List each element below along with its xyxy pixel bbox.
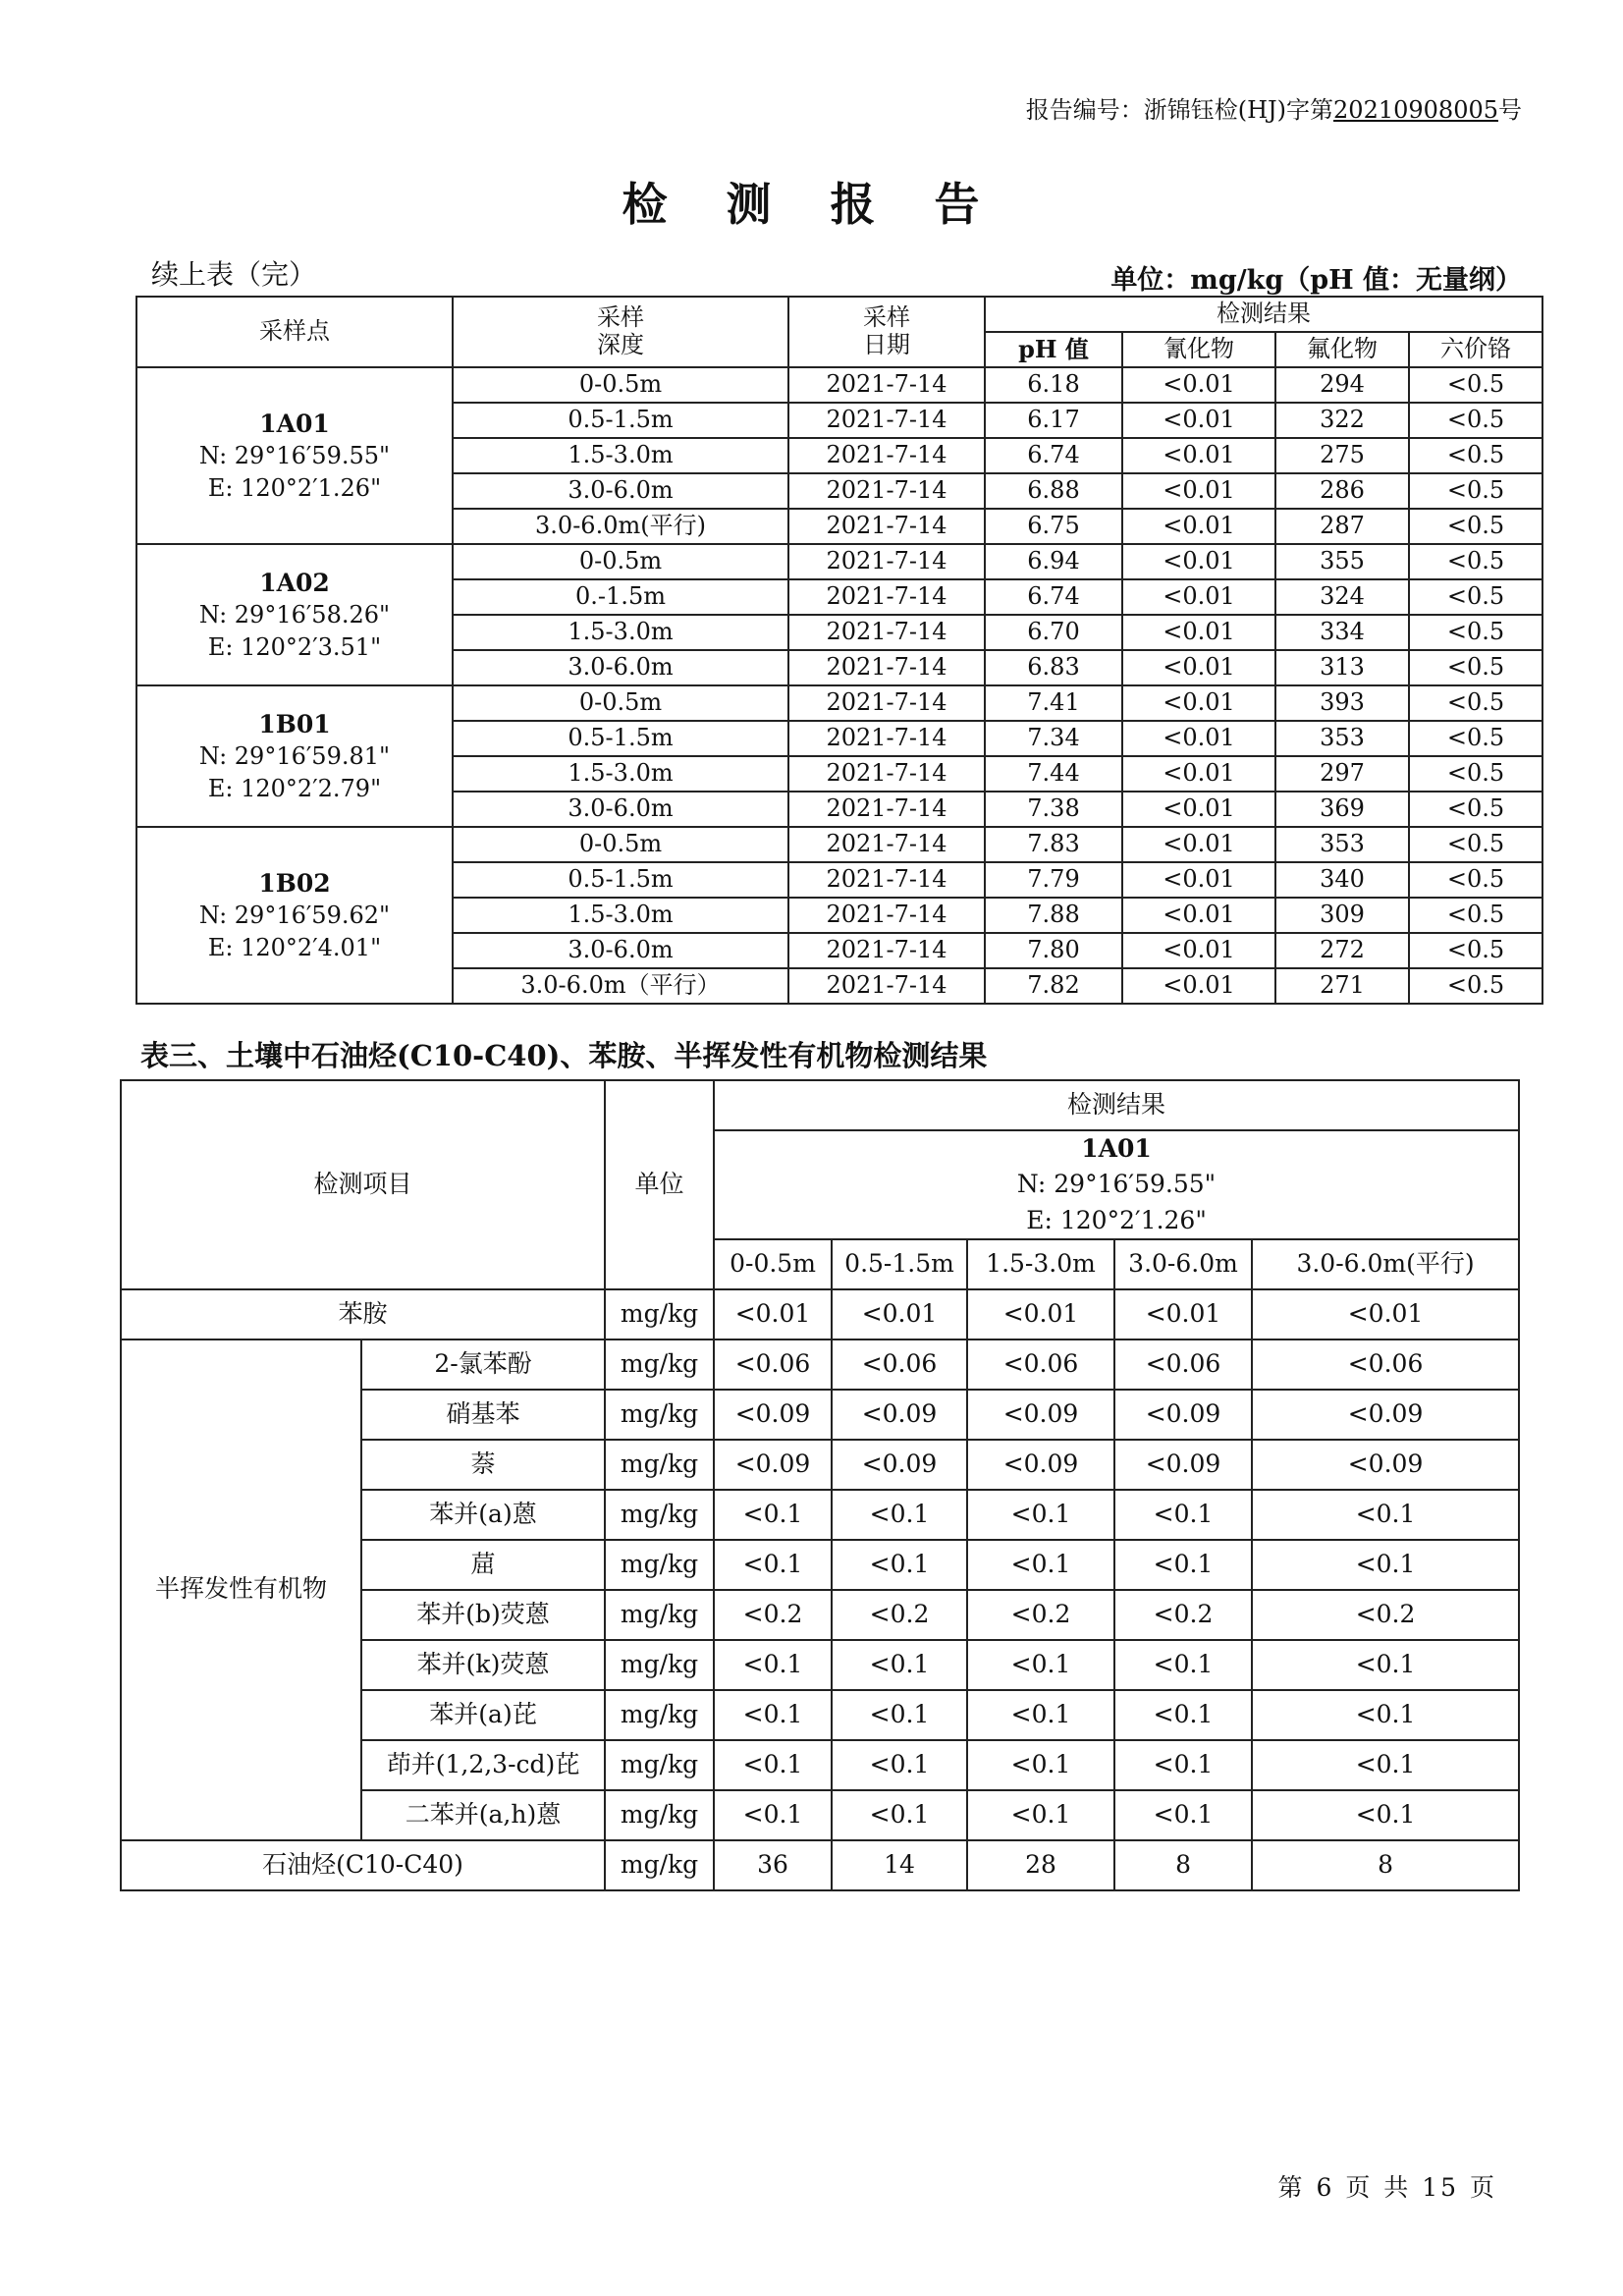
date-cell: 2021-7-14: [788, 438, 985, 473]
depth-cell: 3.0-6.0m: [453, 473, 788, 509]
value-cell: <0.2: [714, 1590, 832, 1640]
depth-cell: 0.5-1.5m: [453, 403, 788, 438]
header-depth: 3.0-6.0m: [1114, 1239, 1252, 1289]
unit-cell: mg/kg: [605, 1640, 714, 1690]
depth-cell: 3.0-6.0m: [453, 792, 788, 827]
value-cell: 36: [714, 1840, 832, 1890]
ph-cell: 7.44: [985, 756, 1122, 792]
ph-cell: 6.17: [985, 403, 1122, 438]
report-number-line: [1026, 90, 1522, 125]
value-cell: <0.1: [967, 1740, 1114, 1790]
item-name: 苯并(b)荧蒽: [361, 1590, 605, 1640]
cyanide-cell: <0.01: [1122, 650, 1275, 685]
fluoride-cell: 309: [1275, 898, 1409, 933]
fluoride-cell: 369: [1275, 792, 1409, 827]
chromium-cell: <0.5: [1409, 509, 1542, 544]
unit-cell: mg/kg: [605, 1840, 714, 1890]
depth-cell: 1.5-3.0m: [453, 898, 788, 933]
item-name: 硝基苯: [361, 1390, 605, 1440]
value-cell: <0.1: [1114, 1490, 1252, 1540]
value-cell: <0.1: [1252, 1690, 1519, 1740]
value-cell: <0.06: [1114, 1339, 1252, 1390]
depth-cell: 1.5-3.0m: [453, 615, 788, 650]
value-cell: <0.1: [714, 1740, 832, 1790]
item-name: 石油烃(C10-C40): [121, 1840, 605, 1890]
header-fluoride: 氟化物: [1275, 332, 1409, 367]
item-name: 2-氯苯酚: [361, 1339, 605, 1390]
chromium-cell: <0.5: [1409, 579, 1542, 615]
value-cell: <0.09: [1252, 1440, 1519, 1490]
sample-point-cell: [136, 827, 453, 1004]
header-depth: 0-0.5m: [714, 1239, 832, 1289]
value-cell: <0.06: [1252, 1339, 1519, 1390]
header-unit: 单位: [605, 1080, 714, 1289]
cyanide-cell: <0.01: [1122, 509, 1275, 544]
report-number: 20210908005: [1333, 96, 1498, 124]
sample-point-n: N: 29°16′59.55": [198, 442, 391, 470]
header-sample-point: 采样点: [136, 297, 453, 367]
fluoride-cell: 297: [1275, 756, 1409, 792]
depth-cell: 0.5-1.5m: [453, 862, 788, 898]
value-cell: <0.01: [714, 1289, 832, 1339]
date-cell: 2021-7-14: [788, 509, 985, 544]
table-row: [121, 1339, 1519, 1390]
depth-cell: 0-0.5m: [453, 544, 788, 579]
item-name: 茚并(1,2,3-cd)芘: [361, 1740, 605, 1790]
value-cell: <0.1: [832, 1490, 967, 1540]
table-row: [136, 367, 1542, 403]
value-cell: <0.1: [1114, 1690, 1252, 1740]
value-cell: <0.09: [832, 1390, 967, 1440]
value-cell: <0.1: [714, 1790, 832, 1840]
header-cyanide: 氰化物: [1122, 332, 1275, 367]
value-cell: 8: [1114, 1840, 1252, 1890]
header-chromium: 六价铬: [1409, 332, 1542, 367]
cyanide-cell: <0.01: [1122, 579, 1275, 615]
header-depth-line1: 采样: [597, 303, 644, 332]
date-cell: 2021-7-14: [788, 862, 985, 898]
value-cell: 8: [1252, 1840, 1519, 1890]
value-cell: <0.09: [714, 1440, 832, 1490]
ph-cell: 6.83: [985, 650, 1122, 685]
depth-cell: 3.0-6.0m(平行): [453, 509, 788, 544]
value-cell: <0.09: [714, 1390, 832, 1440]
value-cell: <0.01: [967, 1289, 1114, 1339]
date-cell: 2021-7-14: [788, 685, 985, 721]
cyanide-cell: <0.01: [1122, 827, 1275, 862]
sample-point-e: E: 120°2′3.51": [207, 632, 382, 661]
unit-cell: mg/kg: [605, 1790, 714, 1840]
value-cell: 14: [832, 1840, 967, 1890]
sample-point-e: E: 120°2′4.01": [207, 933, 382, 961]
value-cell: <0.1: [832, 1740, 967, 1790]
table3: [120, 1079, 1520, 1891]
header-item: 检测项目: [121, 1080, 605, 1289]
sample-point-e: E: 120°2′1.26": [207, 473, 382, 502]
chromium-cell: <0.5: [1409, 862, 1542, 898]
value-cell: <0.01: [1252, 1289, 1519, 1339]
header-result: 检测结果: [985, 297, 1542, 332]
cyanide-cell: <0.01: [1122, 615, 1275, 650]
chromium-cell: <0.5: [1409, 968, 1542, 1004]
fluoride-cell: 355: [1275, 544, 1409, 579]
fluoride-cell: 286: [1275, 473, 1409, 509]
value-cell: 28: [967, 1840, 1114, 1890]
cyanide-cell: <0.01: [1122, 933, 1275, 968]
value-cell: <0.1: [1114, 1790, 1252, 1840]
value-cell: <0.2: [832, 1590, 967, 1640]
results-table-continued: [135, 296, 1543, 1005]
sample-point-cell: [136, 544, 453, 685]
sample-point-id: 1B01: [258, 709, 331, 738]
cyanide-cell: <0.01: [1122, 685, 1275, 721]
ph-cell: 7.79: [985, 862, 1122, 898]
results-table-body: [136, 297, 1542, 1004]
table-row: [136, 544, 1542, 579]
table3-title: 表三、土壤中石油烃(C10-C40)、苯胺、半挥发性有机物检测结果: [140, 1039, 988, 1072]
fluoride-cell: 334: [1275, 615, 1409, 650]
chromium-cell: <0.5: [1409, 933, 1542, 968]
value-cell: <0.1: [1114, 1640, 1252, 1690]
sample-point-cell: [136, 685, 453, 827]
cyanide-cell: <0.01: [1122, 862, 1275, 898]
value-cell: <0.1: [832, 1790, 967, 1840]
ph-cell: 6.94: [985, 544, 1122, 579]
chromium-cell: <0.5: [1409, 438, 1542, 473]
value-cell: <0.1: [832, 1640, 967, 1690]
location-id: 1A01: [1081, 1134, 1152, 1163]
date-cell: 2021-7-14: [788, 827, 985, 862]
value-cell: <0.01: [1114, 1289, 1252, 1339]
chromium-cell: <0.5: [1409, 792, 1542, 827]
depth-cell: 0-0.5m: [453, 367, 788, 403]
fluoride-cell: 271: [1275, 968, 1409, 1004]
sample-point-id: 1B02: [258, 868, 331, 898]
chromium-cell: <0.5: [1409, 367, 1542, 403]
value-cell: <0.06: [714, 1339, 832, 1390]
depth-cell: 0-0.5m: [453, 827, 788, 862]
header-location: [714, 1130, 1519, 1239]
sample-point-cell: [136, 367, 453, 544]
value-cell: <0.1: [714, 1640, 832, 1690]
item-name: 苯并(a)蒽: [361, 1490, 605, 1540]
chromium-cell: <0.5: [1409, 615, 1542, 650]
unit-cell: mg/kg: [605, 1339, 714, 1390]
header-date: [788, 297, 985, 367]
unit-cell: mg/kg: [605, 1390, 714, 1440]
depth-cell: 1.5-3.0m: [453, 756, 788, 792]
ph-cell: 6.70: [985, 615, 1122, 650]
sample-point-n: N: 29°16′58.26": [198, 601, 391, 629]
value-cell: <0.1: [967, 1790, 1114, 1840]
cyanide-cell: <0.01: [1122, 968, 1275, 1004]
ph-cell: 7.38: [985, 792, 1122, 827]
chromium-cell: <0.5: [1409, 685, 1542, 721]
cyanide-cell: <0.01: [1122, 473, 1275, 509]
value-cell: <0.1: [1114, 1540, 1252, 1590]
ph-cell: 6.75: [985, 509, 1122, 544]
ph-cell: 6.18: [985, 367, 1122, 403]
value-cell: <0.1: [714, 1690, 832, 1740]
cyanide-cell: <0.01: [1122, 756, 1275, 792]
ph-cell: 7.88: [985, 898, 1122, 933]
fluoride-cell: 340: [1275, 862, 1409, 898]
sample-point-n: N: 29°16′59.81": [198, 742, 391, 771]
unit-cell: mg/kg: [605, 1540, 714, 1590]
value-cell: <0.09: [1252, 1390, 1519, 1440]
date-cell: 2021-7-14: [788, 898, 985, 933]
page-number: 第 6 页 共 15 页: [1277, 2173, 1497, 2202]
value-cell: <0.1: [832, 1690, 967, 1740]
value-cell: <0.1: [967, 1690, 1114, 1740]
chromium-cell: <0.5: [1409, 898, 1542, 933]
chromium-cell: <0.5: [1409, 473, 1542, 509]
value-cell: <0.06: [832, 1339, 967, 1390]
continued-label: 续上表（完）: [151, 258, 317, 291]
header-depth: 0.5-1.5m: [832, 1239, 967, 1289]
cyanide-cell: <0.01: [1122, 721, 1275, 756]
date-cell: 2021-7-14: [788, 544, 985, 579]
table-header-row: [136, 297, 1542, 332]
date-cell: 2021-7-14: [788, 792, 985, 827]
value-cell: <0.1: [1252, 1490, 1519, 1540]
report-number-suffix: 号: [1498, 96, 1522, 124]
date-cell: 2021-7-14: [788, 403, 985, 438]
chromium-cell: <0.5: [1409, 721, 1542, 756]
depth-cell: 0.-1.5m: [453, 579, 788, 615]
value-cell: <0.09: [1114, 1440, 1252, 1490]
header-date-line1: 采样: [863, 303, 910, 332]
table3-header-row: [121, 1080, 1519, 1130]
sample-point-id: 1A02: [259, 568, 330, 597]
depth-cell: 0-0.5m: [453, 685, 788, 721]
fluoride-cell: 287: [1275, 509, 1409, 544]
location-e: E: 120°2′1.26": [1026, 1205, 1207, 1234]
depth-cell: 3.0-6.0m: [453, 933, 788, 968]
unit-cell: mg/kg: [605, 1690, 714, 1740]
header-depth: 1.5-3.0m: [967, 1239, 1114, 1289]
chromium-cell: <0.5: [1409, 650, 1542, 685]
depth-cell: 3.0-6.0m（平行）: [453, 968, 788, 1004]
depth-cell: 1.5-3.0m: [453, 438, 788, 473]
date-cell: 2021-7-14: [788, 579, 985, 615]
item-name: 苯胺: [121, 1289, 605, 1339]
report-number-label: 报告编号：浙锦钰检(HJ)字第: [1025, 96, 1334, 124]
ph-cell: 6.88: [985, 473, 1122, 509]
value-cell: <0.09: [967, 1440, 1114, 1490]
date-cell: 2021-7-14: [788, 721, 985, 756]
unit-note: 单位：mg/kg（pH 值：无量纲）: [1110, 265, 1522, 296]
date-cell: 2021-7-14: [788, 473, 985, 509]
date-cell: 2021-7-14: [788, 756, 985, 792]
chromium-cell: <0.5: [1409, 827, 1542, 862]
fluoride-cell: 294: [1275, 367, 1409, 403]
ph-cell: 6.74: [985, 438, 1122, 473]
fluoride-cell: 353: [1275, 827, 1409, 862]
header-depth-line2: 深度: [597, 331, 644, 358]
cyanide-cell: <0.01: [1122, 403, 1275, 438]
fluoride-cell: 324: [1275, 579, 1409, 615]
unit-cell: mg/kg: [605, 1740, 714, 1790]
sample-point-e: E: 120°2′2.79": [207, 774, 382, 802]
group-name: 半挥发性有机物: [121, 1339, 361, 1840]
value-cell: <0.09: [967, 1390, 1114, 1440]
location-n: N: 29°16′59.55": [1016, 1170, 1217, 1199]
item-name: 苯并(a)芘: [361, 1690, 605, 1740]
value-cell: <0.1: [714, 1540, 832, 1590]
value-cell: <0.1: [967, 1540, 1114, 1590]
value-cell: <0.1: [1252, 1540, 1519, 1590]
date-cell: 2021-7-14: [788, 933, 985, 968]
fluoride-cell: 353: [1275, 721, 1409, 756]
value-cell: <0.09: [1114, 1390, 1252, 1440]
table-row: [121, 1840, 1519, 1890]
ph-cell: 6.74: [985, 579, 1122, 615]
cyanide-cell: <0.01: [1122, 792, 1275, 827]
unit-cell: mg/kg: [605, 1289, 714, 1339]
ph-cell: 7.34: [985, 721, 1122, 756]
fluoride-cell: 272: [1275, 933, 1409, 968]
depth-cell: 3.0-6.0m: [453, 650, 788, 685]
ph-cell: 7.80: [985, 933, 1122, 968]
chromium-cell: <0.5: [1409, 544, 1542, 579]
value-cell: <0.1: [714, 1490, 832, 1540]
value-cell: <0.2: [967, 1590, 1114, 1640]
value-cell: <0.01: [832, 1289, 967, 1339]
cyanide-cell: <0.01: [1122, 544, 1275, 579]
value-cell: <0.2: [1252, 1590, 1519, 1640]
value-cell: <0.09: [832, 1440, 967, 1490]
date-cell: 2021-7-14: [788, 615, 985, 650]
fluoride-cell: 313: [1275, 650, 1409, 685]
cyanide-cell: <0.01: [1122, 367, 1275, 403]
item-name: 䓛: [361, 1540, 605, 1590]
date-cell: 2021-7-14: [788, 650, 985, 685]
fluoride-cell: 322: [1275, 403, 1409, 438]
value-cell: <0.06: [967, 1339, 1114, 1390]
unit-cell: mg/kg: [605, 1440, 714, 1490]
header-result: 检测结果: [714, 1080, 1519, 1130]
item-name: 苯并(k)荧蒽: [361, 1640, 605, 1690]
date-cell: 2021-7-14: [788, 968, 985, 1004]
table-row: [121, 1289, 1519, 1339]
ph-cell: 7.82: [985, 968, 1122, 1004]
header-ph: pH 值: [985, 332, 1122, 367]
cyanide-cell: <0.01: [1122, 438, 1275, 473]
header-depth: [453, 297, 788, 367]
ph-cell: 7.41: [985, 685, 1122, 721]
table-row: [136, 827, 1542, 862]
chromium-cell: <0.5: [1409, 756, 1542, 792]
fluoride-cell: 275: [1275, 438, 1409, 473]
value-cell: <0.1: [832, 1540, 967, 1590]
sample-point-n: N: 29°16′59.62": [198, 902, 391, 930]
document-title: 检 测 报 告: [622, 178, 1001, 231]
fluoride-cell: 393: [1275, 685, 1409, 721]
value-cell: <0.1: [1114, 1740, 1252, 1790]
table-row: [136, 685, 1542, 721]
table3-body: [121, 1080, 1519, 1890]
sample-point-id: 1A01: [259, 409, 330, 438]
value-cell: <0.1: [1252, 1740, 1519, 1790]
ph-cell: 7.83: [985, 827, 1122, 862]
chromium-cell: <0.5: [1409, 403, 1542, 438]
value-cell: <0.2: [1114, 1590, 1252, 1640]
item-name: 萘: [361, 1440, 605, 1490]
unit-cell: mg/kg: [605, 1490, 714, 1540]
date-cell: 2021-7-14: [788, 367, 985, 403]
depth-cell: 0.5-1.5m: [453, 721, 788, 756]
value-cell: <0.1: [1252, 1640, 1519, 1690]
item-name: 二苯并(a,h)蒽: [361, 1790, 605, 1840]
cyanide-cell: <0.01: [1122, 898, 1275, 933]
header-date-line2: 日期: [863, 331, 910, 358]
header-depth: 3.0-6.0m(平行): [1252, 1239, 1519, 1289]
value-cell: <0.1: [967, 1490, 1114, 1540]
unit-cell: mg/kg: [605, 1590, 714, 1640]
value-cell: <0.1: [967, 1640, 1114, 1690]
value-cell: <0.1: [1252, 1790, 1519, 1840]
